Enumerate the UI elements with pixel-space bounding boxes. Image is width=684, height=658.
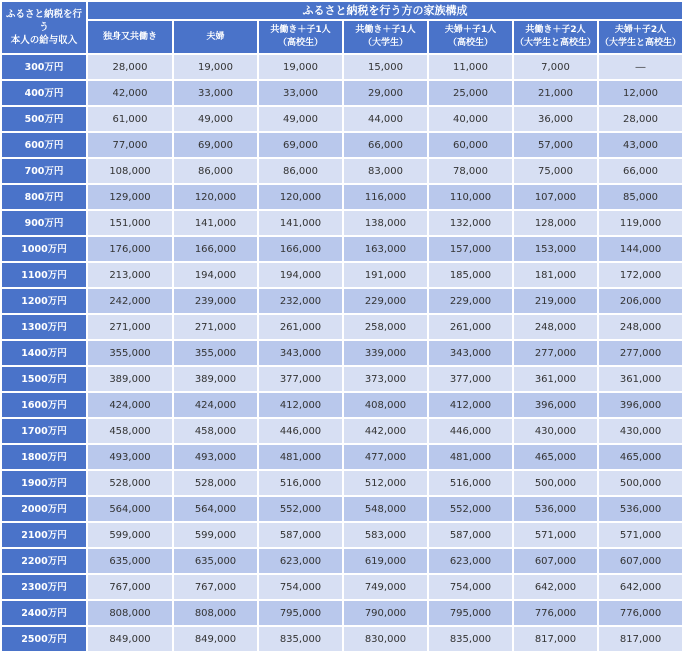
family-type-header-row <box>2 21 682 53</box>
limit-amount-cell: 749,000 <box>344 575 427 599</box>
income-row-header: 1200万円 <box>2 289 86 313</box>
table-row <box>2 237 682 261</box>
limit-amount-cell: 564,000 <box>174 497 257 521</box>
limit-amount-cell: 219,000 <box>514 289 597 313</box>
limit-amount-cell: 144,000 <box>599 237 682 261</box>
limit-amount-cell: 258,000 <box>344 315 427 339</box>
limit-amount-cell: 49,000 <box>259 107 342 131</box>
limit-amount-cell: 377,000 <box>259 367 342 391</box>
income-row-header: 800万円 <box>2 185 86 209</box>
table-row <box>2 263 682 287</box>
limit-amount-cell: 339,000 <box>344 341 427 365</box>
table-row <box>2 445 682 469</box>
limit-amount-cell: 808,000 <box>174 601 257 625</box>
limit-amount-cell: 206,000 <box>599 289 682 313</box>
limit-amount-cell: 61,000 <box>88 107 172 131</box>
income-row-header: 2300万円 <box>2 575 86 599</box>
table-row <box>2 627 682 651</box>
limit-amount-cell: 185,000 <box>429 263 512 287</box>
limit-amount-cell: 795,000 <box>259 601 342 625</box>
limit-amount-cell: 66,000 <box>344 133 427 157</box>
limit-amount-cell: ― <box>599 55 682 79</box>
limit-amount-cell: 194,000 <box>259 263 342 287</box>
table-row <box>2 497 682 521</box>
limit-amount-cell: 181,000 <box>514 263 597 287</box>
limit-amount-cell: 536,000 <box>514 497 597 521</box>
limit-amount-cell: 277,000 <box>514 341 597 365</box>
limit-amount-cell: 623,000 <box>429 549 512 573</box>
limit-amount-cell: 767,000 <box>174 575 257 599</box>
limit-amount-cell: 7,000 <box>514 55 597 79</box>
limit-amount-cell: 33,000 <box>174 81 257 105</box>
limit-amount-cell: 77,000 <box>88 133 172 157</box>
limit-amount-cell: 128,000 <box>514 211 597 235</box>
limit-amount-cell: 830,000 <box>344 627 427 651</box>
limit-amount-cell: 493,000 <box>174 445 257 469</box>
limit-amount-cell: 493,000 <box>88 445 172 469</box>
limit-amount-cell: 242,000 <box>88 289 172 313</box>
limit-amount-cell: 86,000 <box>259 159 342 183</box>
limit-amount-cell: 11,000 <box>429 55 512 79</box>
limit-amount-cell: 271,000 <box>174 315 257 339</box>
limit-amount-cell: 194,000 <box>174 263 257 287</box>
limit-amount-cell: 271,000 <box>88 315 172 339</box>
limit-amount-cell: 157,000 <box>429 237 512 261</box>
limit-amount-cell: 564,000 <box>88 497 172 521</box>
income-row-header: 300万円 <box>2 55 86 79</box>
table-row <box>2 185 682 209</box>
limit-amount-cell: 808,000 <box>88 601 172 625</box>
limit-amount-cell: 607,000 <box>514 549 597 573</box>
limit-amount-cell: 69,000 <box>259 133 342 157</box>
family-type-header <box>259 21 342 53</box>
limit-amount-cell: 424,000 <box>88 393 172 417</box>
income-header-line1: ふるさと納税を行う <box>5 9 82 33</box>
limit-amount-cell: 361,000 <box>514 367 597 391</box>
limit-amount-cell: 817,000 <box>599 627 682 651</box>
family-type-sublabel: （高校生） <box>447 38 493 48</box>
limit-amount-cell: 552,000 <box>259 497 342 521</box>
limit-amount-cell: 141,000 <box>259 211 342 235</box>
income-row-header: 600万円 <box>2 133 86 157</box>
limit-amount-cell: 176,000 <box>88 237 172 261</box>
table-row <box>2 107 682 131</box>
family-type-label: 共働き＋子1人 <box>355 25 416 35</box>
income-row-header: 1800万円 <box>2 445 86 469</box>
limit-amount-cell: 44,000 <box>344 107 427 131</box>
family-type-label: 共働き＋子2人 <box>525 25 586 35</box>
limit-amount-cell: 153,000 <box>514 237 597 261</box>
limit-amount-cell: 42,000 <box>88 81 172 105</box>
limit-amount-cell: 49,000 <box>174 107 257 131</box>
limit-amount-cell: 248,000 <box>599 315 682 339</box>
limit-amount-cell: 355,000 <box>174 341 257 365</box>
limit-amount-cell: 86,000 <box>174 159 257 183</box>
table-row <box>2 549 682 573</box>
limit-amount-cell: 396,000 <box>599 393 682 417</box>
income-row-header: 1100万円 <box>2 263 86 287</box>
limit-amount-cell: 477,000 <box>344 445 427 469</box>
limit-amount-cell: 552,000 <box>429 497 512 521</box>
limit-amount-cell: 458,000 <box>88 419 172 443</box>
table-row <box>2 211 682 235</box>
limit-amount-cell: 239,000 <box>174 289 257 313</box>
table-body <box>2 55 682 651</box>
limit-amount-cell: 40,000 <box>429 107 512 131</box>
income-row-header: 2100万円 <box>2 523 86 547</box>
limit-amount-cell: 83,000 <box>344 159 427 183</box>
limit-amount-cell: 500,000 <box>599 471 682 495</box>
limit-amount-cell: 790,000 <box>344 601 427 625</box>
family-type-header <box>429 21 512 53</box>
limit-amount-cell: 516,000 <box>429 471 512 495</box>
family-type-header <box>514 21 597 53</box>
limit-amount-cell: 623,000 <box>259 549 342 573</box>
limit-amount-cell: 110,000 <box>429 185 512 209</box>
limit-amount-cell: 163,000 <box>344 237 427 261</box>
income-row-header: 500万円 <box>2 107 86 131</box>
limit-amount-cell: 642,000 <box>599 575 682 599</box>
limit-amount-cell: 571,000 <box>599 523 682 547</box>
limit-amount-cell: 19,000 <box>174 55 257 79</box>
limit-amount-cell: 776,000 <box>514 601 597 625</box>
family-composition-title: ふるさと納税を行う方の家族構成 <box>88 2 682 19</box>
limit-amount-cell: 536,000 <box>599 497 682 521</box>
limit-amount-cell: 12,000 <box>599 81 682 105</box>
income-row-header: 1300万円 <box>2 315 86 339</box>
family-type-sublabel: （大学生と高校生） <box>600 38 682 48</box>
limit-amount-cell: 33,000 <box>259 81 342 105</box>
limit-amount-cell: 373,000 <box>344 367 427 391</box>
limit-amount-cell: 408,000 <box>344 393 427 417</box>
limit-amount-cell: 213,000 <box>88 263 172 287</box>
income-row-header: 1500万円 <box>2 367 86 391</box>
limit-amount-cell: 28,000 <box>88 55 172 79</box>
limit-amount-cell: 849,000 <box>174 627 257 651</box>
limit-amount-cell: 78,000 <box>429 159 512 183</box>
family-type-label: 夫婦＋子1人 <box>444 25 497 35</box>
limit-amount-cell: 767,000 <box>88 575 172 599</box>
table-row <box>2 81 682 105</box>
limit-amount-cell: 166,000 <box>174 237 257 261</box>
limit-amount-cell: 29,000 <box>344 81 427 105</box>
limit-amount-cell: 57,000 <box>514 133 597 157</box>
table-row <box>2 393 682 417</box>
family-type-label: 共働き＋子1人 <box>270 25 331 35</box>
income-row-header: 900万円 <box>2 211 86 235</box>
limit-amount-cell: 776,000 <box>599 601 682 625</box>
limit-amount-cell: 465,000 <box>514 445 597 469</box>
limit-amount-cell: 261,000 <box>429 315 512 339</box>
table-row <box>2 471 682 495</box>
limit-amount-cell: 835,000 <box>429 627 512 651</box>
limit-amount-cell: 446,000 <box>259 419 342 443</box>
table-row <box>2 601 682 625</box>
limit-amount-cell: 120,000 <box>259 185 342 209</box>
limit-amount-cell: 229,000 <box>344 289 427 313</box>
limit-amount-cell: 389,000 <box>174 367 257 391</box>
income-row-header: 1000万円 <box>2 237 86 261</box>
family-type-sublabel: （大学生） <box>362 38 408 48</box>
limit-amount-cell: 261,000 <box>259 315 342 339</box>
limit-amount-cell: 619,000 <box>344 549 427 573</box>
limit-amount-cell: 172,000 <box>599 263 682 287</box>
limit-amount-cell: 635,000 <box>88 549 172 573</box>
family-type-header <box>344 21 427 53</box>
limit-amount-cell: 69,000 <box>174 133 257 157</box>
income-row-header: 1900万円 <box>2 471 86 495</box>
limit-amount-cell: 599,000 <box>174 523 257 547</box>
limit-amount-cell: 465,000 <box>599 445 682 469</box>
family-type-label: 夫婦 <box>206 31 225 42</box>
table-row <box>2 159 682 183</box>
limit-amount-cell: 430,000 <box>514 419 597 443</box>
limit-amount-cell: 587,000 <box>429 523 512 547</box>
table-row <box>2 341 682 365</box>
limit-amount-cell: 361,000 <box>599 367 682 391</box>
limit-amount-cell: 446,000 <box>429 419 512 443</box>
limit-amount-cell: 481,000 <box>429 445 512 469</box>
limit-amount-cell: 377,000 <box>429 367 512 391</box>
table-row <box>2 133 682 157</box>
limit-amount-cell: 355,000 <box>88 341 172 365</box>
income-row-header: 1600万円 <box>2 393 86 417</box>
limit-amount-cell: 141,000 <box>174 211 257 235</box>
table-row <box>2 55 682 79</box>
limit-amount-cell: 119,000 <box>599 211 682 235</box>
limit-amount-cell: 248,000 <box>514 315 597 339</box>
limit-amount-cell: 548,000 <box>344 497 427 521</box>
limit-amount-cell: 343,000 <box>429 341 512 365</box>
limit-amount-cell: 85,000 <box>599 185 682 209</box>
limit-amount-cell: 528,000 <box>174 471 257 495</box>
limit-amount-cell: 108,000 <box>88 159 172 183</box>
limit-amount-cell: 424,000 <box>174 393 257 417</box>
limit-amount-cell: 516,000 <box>259 471 342 495</box>
limit-amount-cell: 587,000 <box>259 523 342 547</box>
table-row <box>2 419 682 443</box>
limit-amount-cell: 528,000 <box>88 471 172 495</box>
limit-amount-cell: 36,000 <box>514 107 597 131</box>
limit-amount-cell: 795,000 <box>429 601 512 625</box>
income-column-header <box>2 2 86 53</box>
limit-amount-cell: 43,000 <box>599 133 682 157</box>
limit-amount-cell: 107,000 <box>514 185 597 209</box>
limit-amount-cell: 635,000 <box>174 549 257 573</box>
table-row <box>2 575 682 599</box>
limit-amount-cell: 481,000 <box>259 445 342 469</box>
limit-amount-cell: 343,000 <box>259 341 342 365</box>
family-type-header <box>174 21 257 53</box>
family-type-sublabel: （高校生） <box>277 38 323 48</box>
limit-amount-cell: 277,000 <box>599 341 682 365</box>
limit-amount-cell: 166,000 <box>259 237 342 261</box>
limit-amount-cell: 458,000 <box>174 419 257 443</box>
limit-amount-cell: 412,000 <box>259 393 342 417</box>
limit-amount-cell: 120,000 <box>174 185 257 209</box>
table-row <box>2 523 682 547</box>
limit-amount-cell: 75,000 <box>514 159 597 183</box>
limit-amount-cell: 21,000 <box>514 81 597 105</box>
limit-amount-cell: 15,000 <box>344 55 427 79</box>
limit-amount-cell: 389,000 <box>88 367 172 391</box>
income-row-header: 1700万円 <box>2 419 86 443</box>
limit-amount-cell: 754,000 <box>429 575 512 599</box>
limit-amount-cell: 817,000 <box>514 627 597 651</box>
limit-amount-cell: 60,000 <box>429 133 512 157</box>
income-header-line2: 本人の給与収入 <box>10 35 78 46</box>
limit-amount-cell: 835,000 <box>259 627 342 651</box>
limit-amount-cell: 642,000 <box>514 575 597 599</box>
family-type-sublabel: （大学生と高校生） <box>514 38 596 48</box>
limit-amount-cell: 412,000 <box>429 393 512 417</box>
limit-amount-cell: 191,000 <box>344 263 427 287</box>
family-type-header <box>88 21 172 53</box>
limit-amount-cell: 66,000 <box>599 159 682 183</box>
limit-amount-cell: 116,000 <box>344 185 427 209</box>
limit-amount-cell: 512,000 <box>344 471 427 495</box>
limit-amount-cell: 599,000 <box>88 523 172 547</box>
table-row <box>2 315 682 339</box>
family-type-label: 独身又共働き <box>102 31 157 42</box>
limit-amount-cell: 25,000 <box>429 81 512 105</box>
limit-amount-cell: 500,000 <box>514 471 597 495</box>
limit-amount-cell: 151,000 <box>88 211 172 235</box>
income-row-header: 700万円 <box>2 159 86 183</box>
limit-amount-cell: 138,000 <box>344 211 427 235</box>
income-row-header: 2400万円 <box>2 601 86 625</box>
income-row-header: 400万円 <box>2 81 86 105</box>
table-header <box>2 2 682 53</box>
income-row-header: 2000万円 <box>2 497 86 521</box>
limit-amount-cell: 132,000 <box>429 211 512 235</box>
family-type-label: 夫婦＋子2人 <box>614 25 667 35</box>
limit-amount-cell: 754,000 <box>259 575 342 599</box>
limit-amount-cell: 229,000 <box>429 289 512 313</box>
income-row-header: 1400万円 <box>2 341 86 365</box>
limit-amount-cell: 849,000 <box>88 627 172 651</box>
limit-amount-cell: 607,000 <box>599 549 682 573</box>
limit-amount-cell: 442,000 <box>344 419 427 443</box>
limit-amount-cell: 571,000 <box>514 523 597 547</box>
family-type-header <box>599 21 682 53</box>
limit-amount-cell: 430,000 <box>599 419 682 443</box>
limit-amount-cell: 19,000 <box>259 55 342 79</box>
limit-amount-cell: 129,000 <box>88 185 172 209</box>
limit-amount-cell: 396,000 <box>514 393 597 417</box>
table-row <box>2 367 682 391</box>
limit-amount-cell: 583,000 <box>344 523 427 547</box>
limit-amount-cell: 28,000 <box>599 107 682 131</box>
limit-amount-cell: 232,000 <box>259 289 342 313</box>
income-row-header: 2500万円 <box>2 627 86 651</box>
table-row <box>2 289 682 313</box>
income-row-header: 2200万円 <box>2 549 86 573</box>
